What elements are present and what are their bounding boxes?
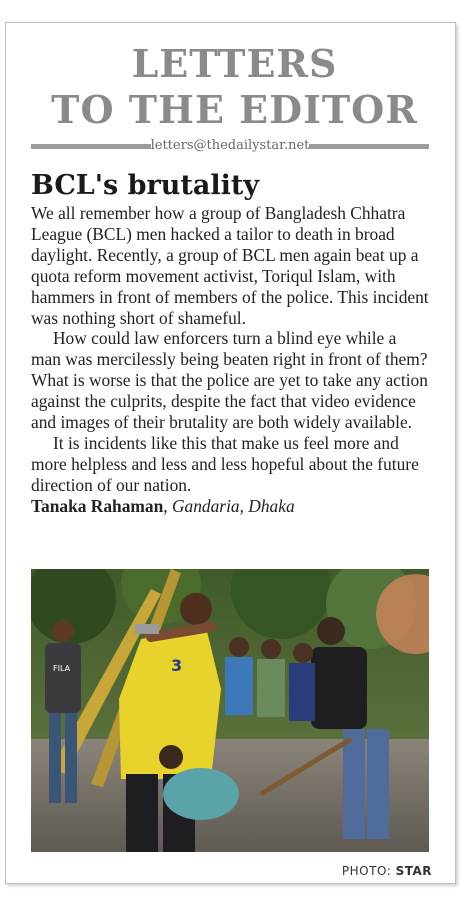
- news-photo: [31, 569, 429, 852]
- author-location: Gandaria, Dhaka: [171, 495, 295, 516]
- author-name: Tanaka Rahaman: [31, 495, 164, 516]
- hammer-head: [135, 624, 159, 634]
- shirt-text-fila: FILA: [53, 664, 71, 673]
- letter-body: [31, 203, 429, 517]
- byline: [31, 496, 429, 517]
- photo-credit-prefix: PHOTO:: [341, 864, 396, 878]
- photo-illustration: [31, 569, 429, 852]
- shirt-number: 3: [171, 656, 183, 675]
- paragraph-3: It is incidents like this that make us feel more and more helpless and less and less hopeful about the future direction of our nation.: [31, 432, 419, 495]
- bystander-group: [225, 637, 315, 721]
- email-rule-row: [31, 137, 429, 155]
- masthead-line-1: LETTERS: [131, 41, 338, 86]
- paragraph-2: How could law enforcers turn a blind eye while a man was mercilessly being beaten right in front of them? What is worse is that the police are yet to take any action against the culprits, despite the fact that video evidence and images of their brutality are both widely available.: [31, 328, 428, 433]
- right-divider: [309, 144, 429, 149]
- masthead-line-2: TO THE EDITOR: [51, 87, 418, 132]
- byline-separator: ,: [163, 495, 172, 516]
- letter-headline: BCL's brutality: [31, 170, 260, 201]
- photo-credit: [342, 864, 432, 878]
- editor-email-link[interactable]: letters@thedailystar.net: [150, 138, 310, 153]
- photo-credit-source: STAR: [395, 864, 432, 878]
- paragraph-1: We all remember how a group of Bangladesh Chhatra League (BCL) men hacked a tailor to death in broad daylight. Recently, a group of BCL men again beat up a quota reform movement activist, Toriqul Islam, with hammers in front of members of the police. This incident was nothing short of shameful.: [31, 203, 429, 328]
